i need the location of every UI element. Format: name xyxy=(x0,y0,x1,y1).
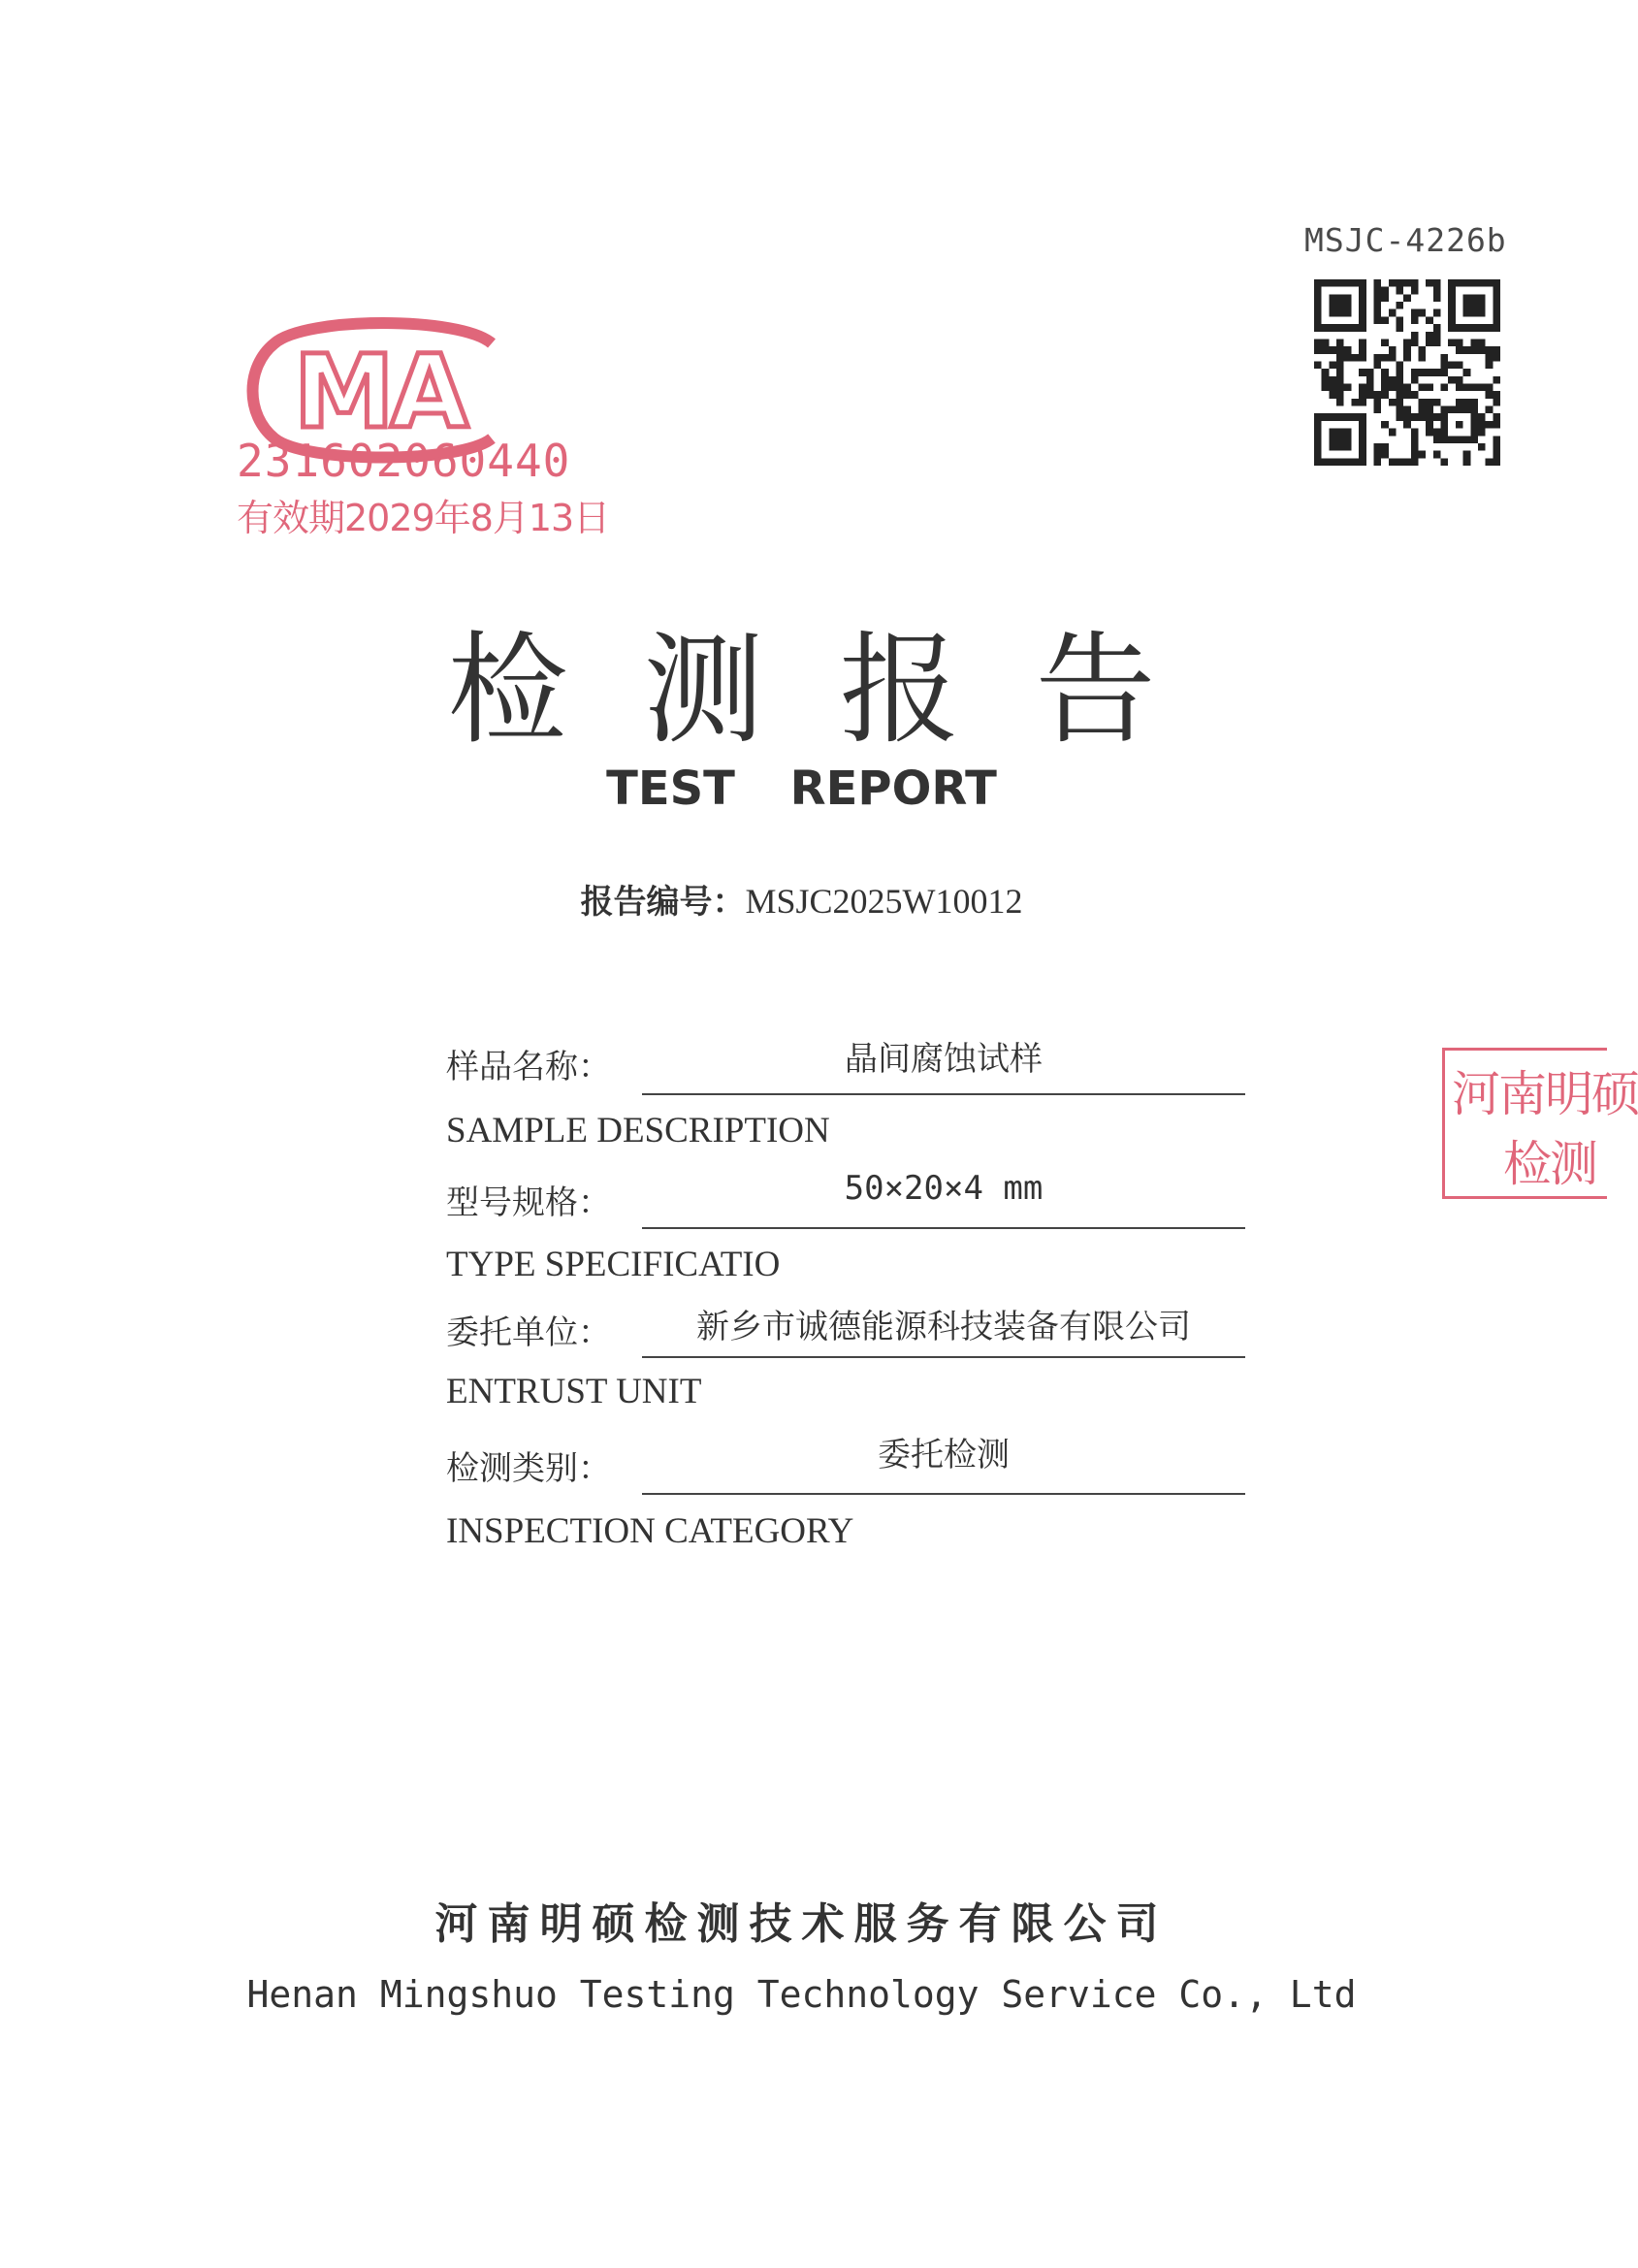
document-code: MSJC-4226b xyxy=(1304,221,1507,259)
sample-name-value: 晶间腐蚀试样 xyxy=(845,1040,1043,1079)
sample-description-label: SAMPLE DESCRIPTION xyxy=(446,1111,830,1150)
report-number-label: 报告编号： xyxy=(580,883,746,922)
type-spec-underline xyxy=(642,1227,1245,1229)
type-spec-value: 50×20×4 mm xyxy=(844,1169,1044,1208)
type-specification-label: TYPE SPECIFICATIO xyxy=(446,1245,781,1284)
entrust-unit-label: 委托单位： xyxy=(446,1313,611,1352)
entrust-unit-en-label: ENTRUST UNIT xyxy=(446,1372,702,1411)
company-name-cn: 河南明硕检测技术服务有限公司 xyxy=(434,1899,1169,1949)
inspection-category-label: 检测类别： xyxy=(446,1449,611,1488)
entrust-unit-underline xyxy=(642,1356,1245,1358)
report-number-value: MSJC2025W10012 xyxy=(745,882,1023,921)
company-name-en: Henan Mingshuo Testing Technology Service Co., Ltd xyxy=(246,1973,1357,2016)
inspection-category-en-label: INSPECTION CATEGORY xyxy=(446,1511,854,1551)
report-number-row xyxy=(0,875,1603,923)
ma-logo-text: MA xyxy=(294,333,465,451)
sample-name-label: 样品名称： xyxy=(446,1048,611,1086)
company-stamp-line2: 检测 xyxy=(1503,1136,1596,1192)
type-spec-label: 型号规格： xyxy=(446,1183,611,1222)
inspection-category-underline xyxy=(642,1493,1245,1495)
qr-code-icon[interactable] xyxy=(1314,279,1500,466)
sample-name-underline xyxy=(642,1093,1245,1095)
entrust-unit-value: 新乡市诚德能源科技装备有限公司 xyxy=(696,1308,1191,1346)
ma-validity: 有效期2029年8月13日 xyxy=(237,497,610,539)
inspection-category-value: 委托检测 xyxy=(878,1436,1010,1474)
report-title-cn: 检测报告 xyxy=(447,621,1232,761)
company-stamp-line1: 河南明硕 xyxy=(1452,1066,1638,1122)
ma-cert-number: 231602060440 xyxy=(237,435,571,487)
report-title-en: TEST REPORT xyxy=(606,761,997,816)
